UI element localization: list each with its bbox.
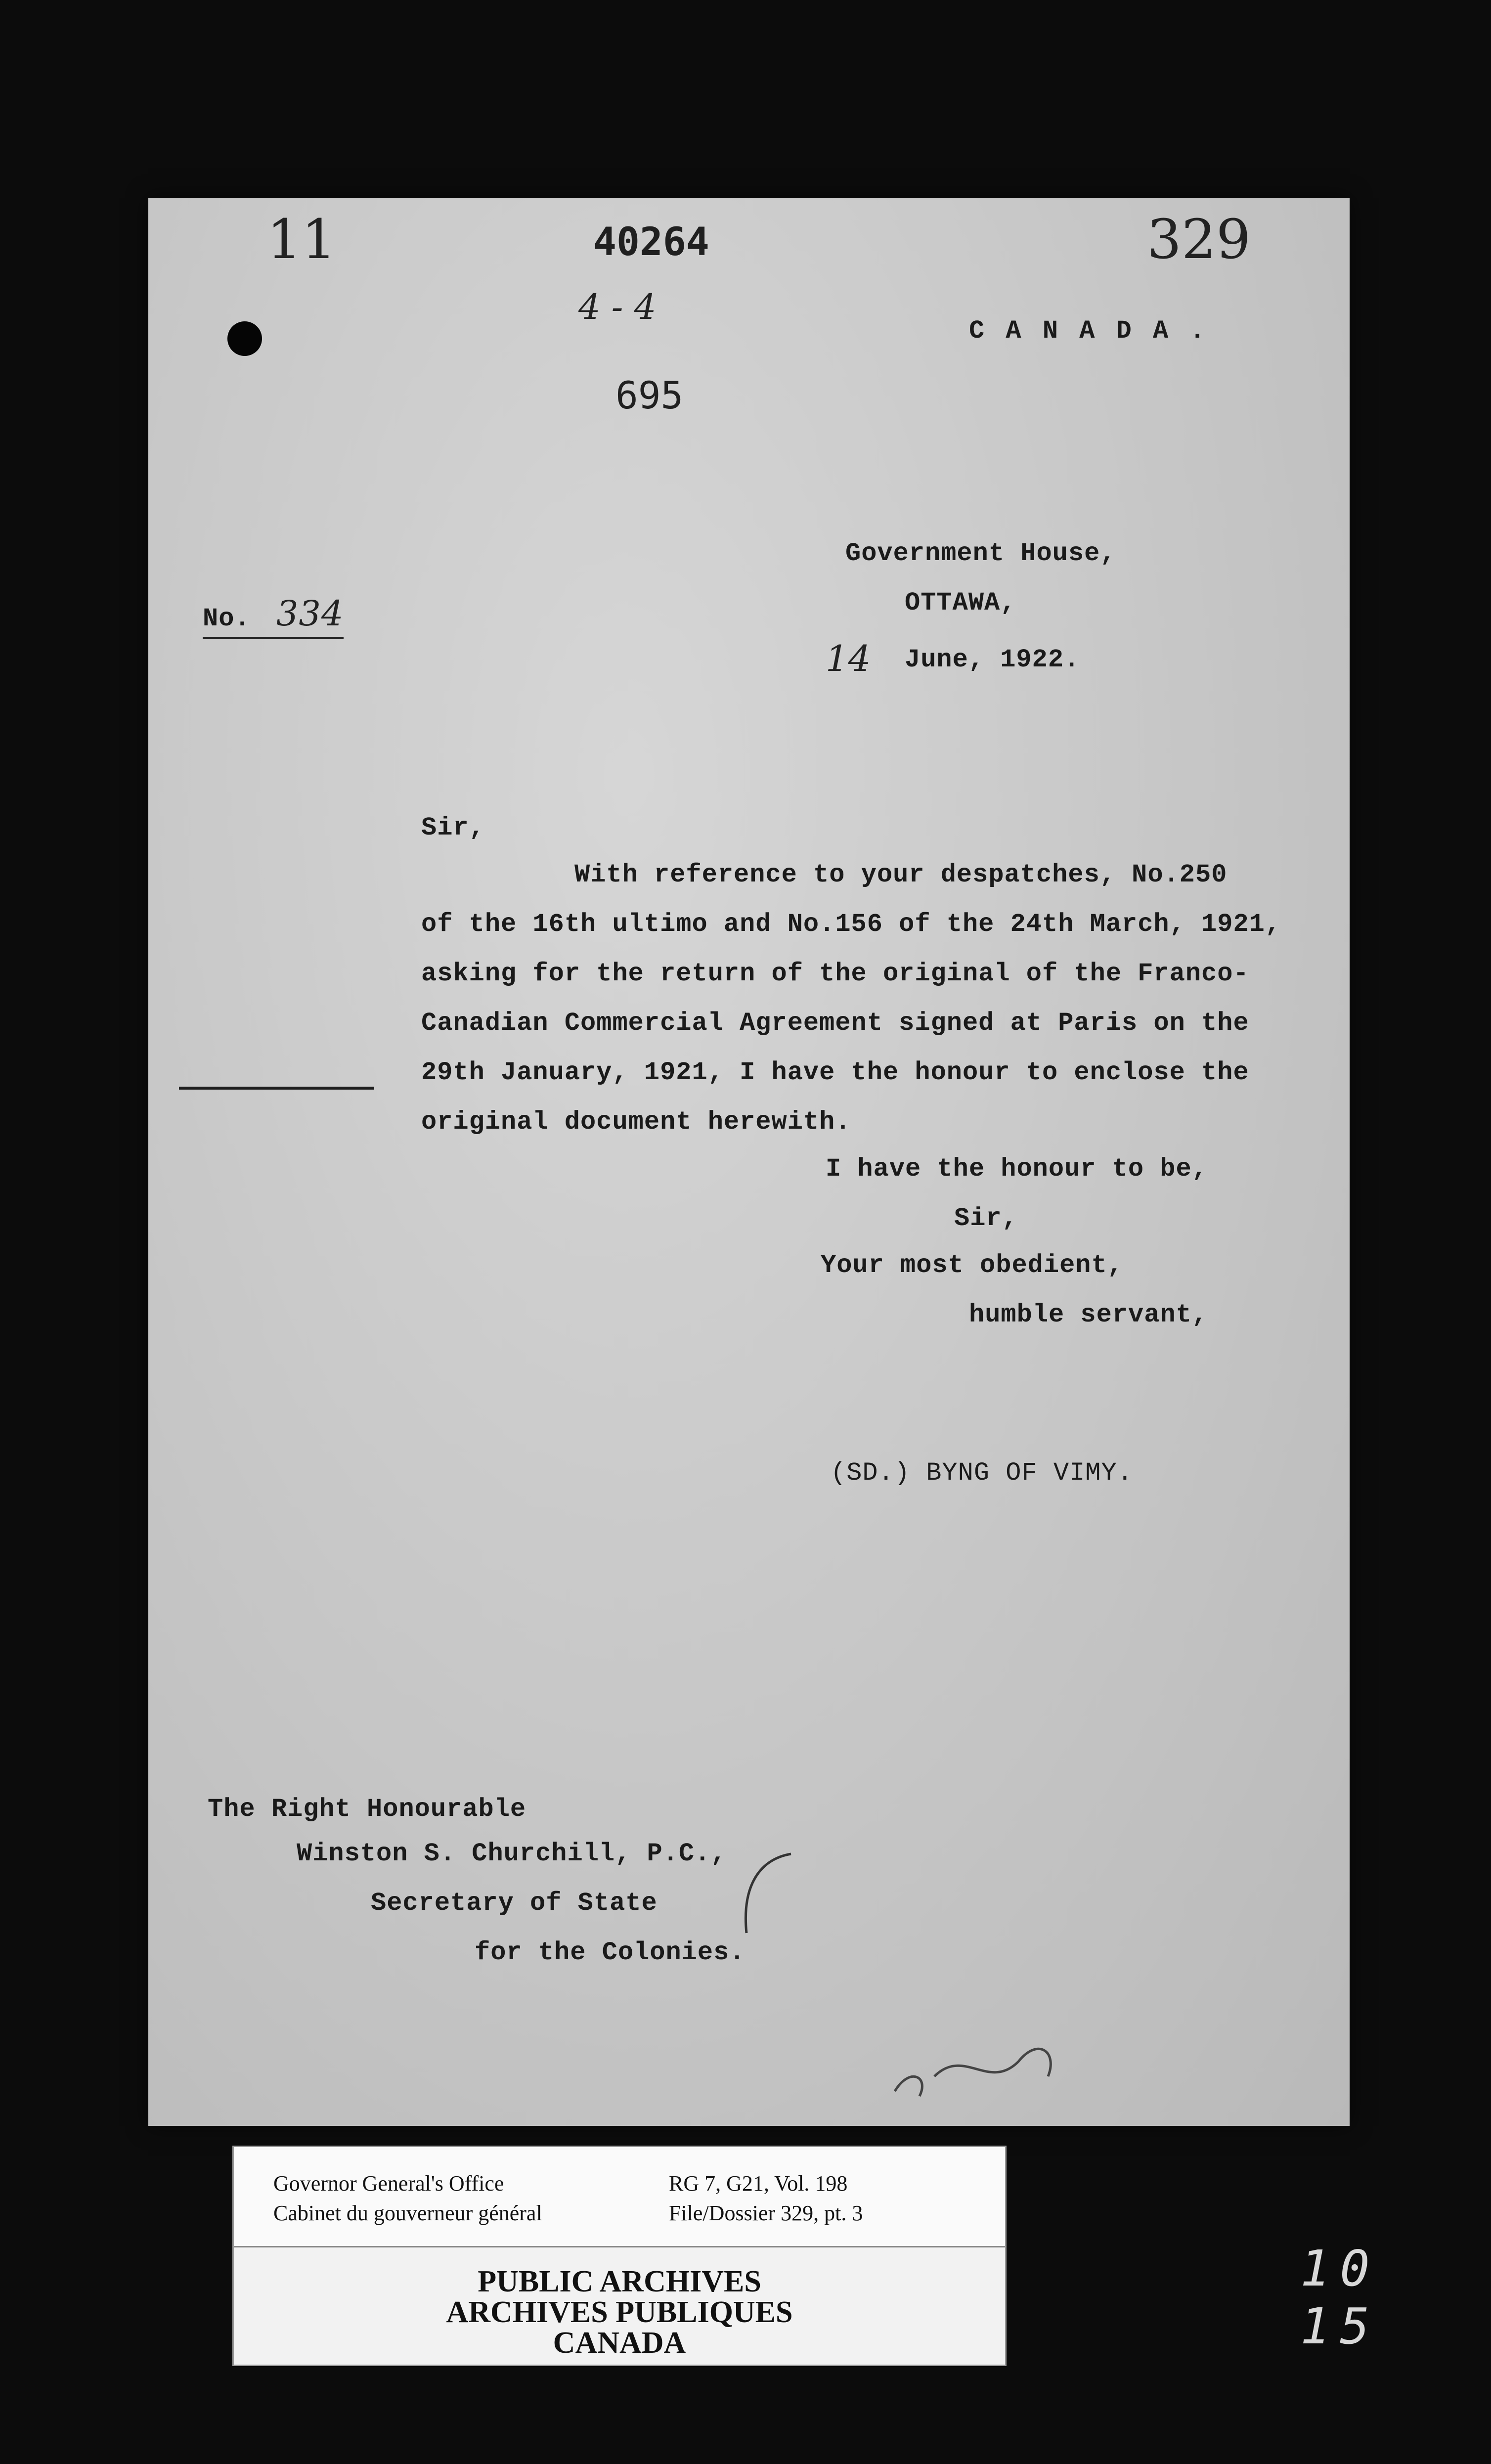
body-line: 29th January, 1921, I have the honour to enclose the [421, 1058, 1249, 1087]
archives-line-2: ARCHIVES PUBLIQUES [446, 2295, 793, 2329]
folio-number: 695 [615, 373, 684, 417]
office-fr: Cabinet du gouverneur général [273, 2201, 542, 2225]
body-line: of the 16th ultimo and No.156 of the 24th March, 1921, [421, 910, 1281, 939]
number-handwritten: 334 [276, 593, 344, 634]
body-line: asking for the return of the original of the Franco- [421, 959, 1249, 988]
recipient-line-1: The Right Honourable [208, 1795, 526, 1824]
archive-label [232, 2146, 1007, 2366]
file-number: 40264 [593, 220, 709, 264]
number-prefix: No. [203, 604, 251, 633]
office-en: Governor General's Office [273, 2171, 504, 2196]
frame-number: 10 15 [1300, 2240, 1380, 2355]
page-number: 329 [1147, 208, 1251, 271]
archive-reference-panel [234, 2147, 1005, 2247]
signature: (SD.) BYNG OF VIMY. [831, 1458, 1133, 1488]
address-line-2: OTTAWA, [905, 588, 1016, 617]
archives-line-3: CANADA [553, 2326, 686, 2360]
letter-page [148, 198, 1350, 2126]
recipient-line-2: Winston S. Churchill, P.C., [297, 1839, 727, 1868]
salutation: Sir, [421, 813, 485, 842]
corner-mark: 11 [267, 208, 336, 271]
recipient-line-3: Secretary of State [371, 1889, 658, 1918]
closing-line-4: humble servant, [969, 1300, 1208, 1329]
body-line: With reference to your despatches, No.250 [574, 860, 1228, 889]
pencil-initials [890, 1978, 1088, 2101]
body-line: original document herewith. [421, 1107, 851, 1137]
closing-line-3: Your most obedient, [821, 1251, 1123, 1280]
country-heading: C A N A D A . [969, 316, 1208, 346]
letter-date: June, 1922. [905, 645, 1080, 674]
closing-line-1: I have the honour to be, [826, 1154, 1208, 1184]
reference-line-1: RG 7, G21, Vol. 198 [669, 2171, 848, 2196]
day-handwritten: 14 [826, 638, 871, 679]
pencil-mark [732, 1844, 801, 1943]
sub-number: 4 - 4 [578, 287, 657, 327]
margin-rule [179, 1087, 374, 1090]
recipient-line-4: for the Colonies. [475, 1938, 746, 1967]
despatch-number [203, 593, 344, 639]
archives-line-1: PUBLIC ARCHIVES [478, 2265, 761, 2298]
reference-line-2: File/Dossier 329, pt. 3 [669, 2201, 863, 2225]
closing-line-2: Sir, [954, 1204, 1018, 1233]
body-line: Canadian Commercial Agreement signed at Paris on the [421, 1009, 1249, 1038]
address-line-1: Government House, [845, 539, 1116, 568]
punch-hole [227, 321, 262, 356]
